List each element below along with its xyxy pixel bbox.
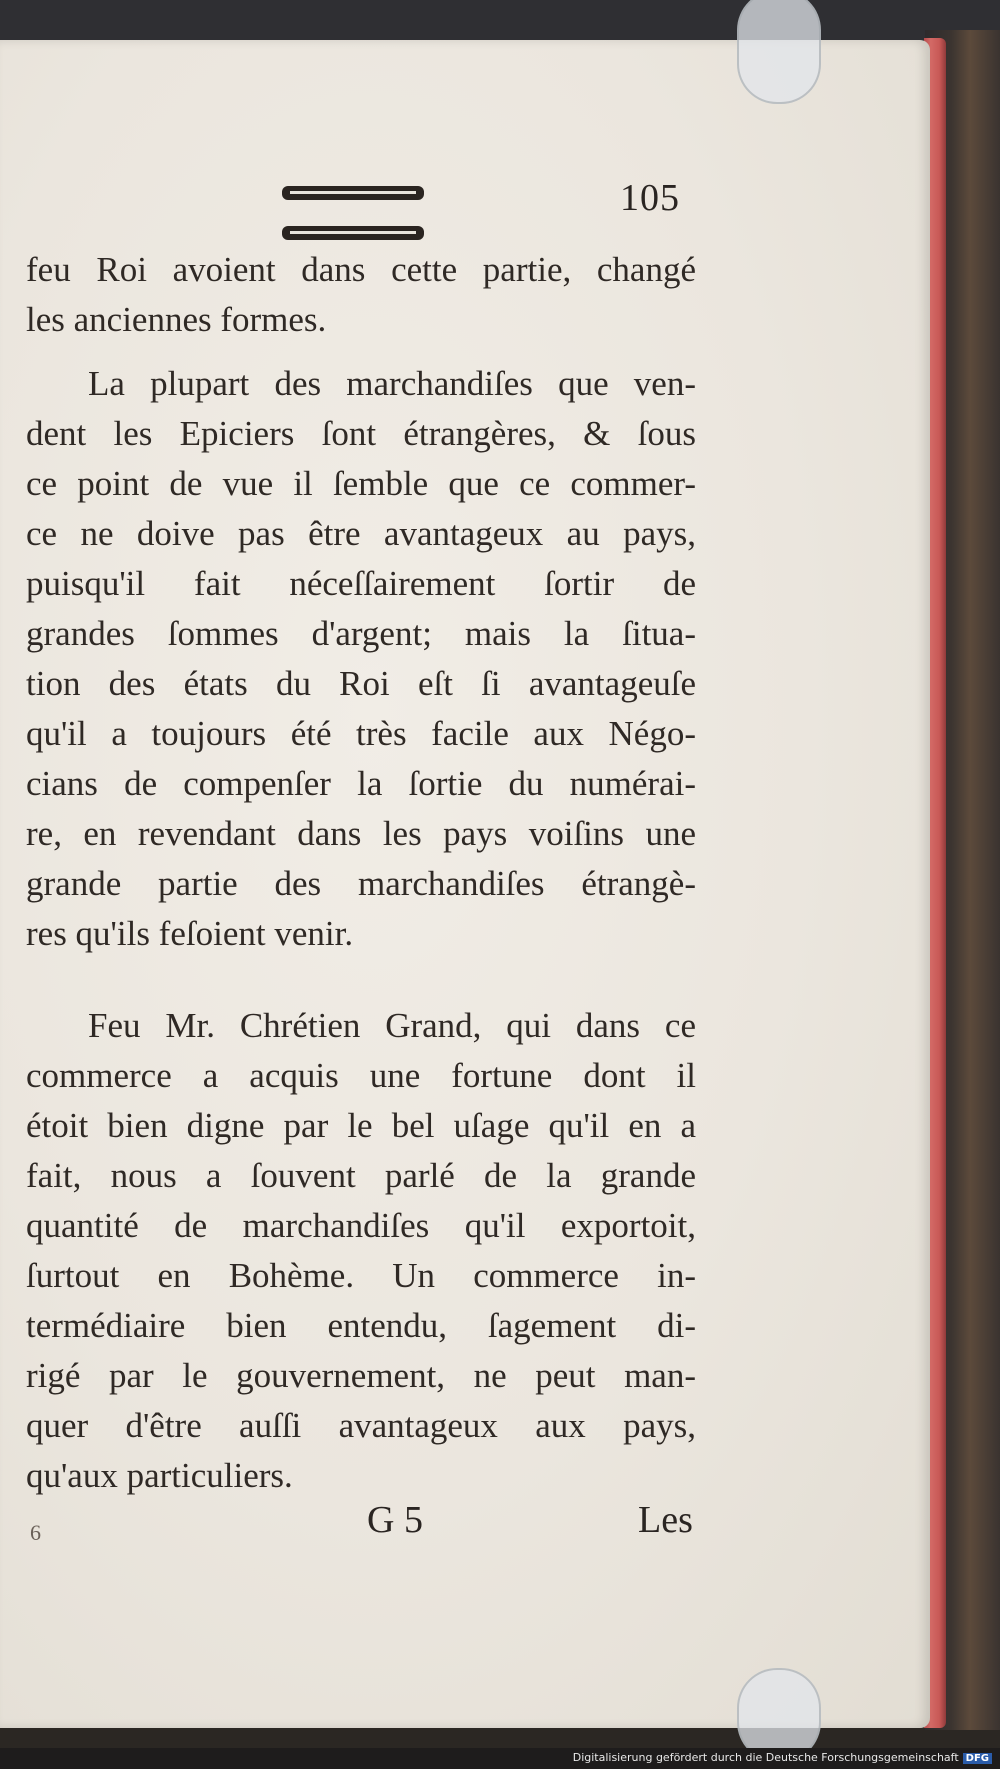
text-line: termédiaire bien entendu, ſagement di- [26,1306,696,1345]
text-line: étoit bien digne par le bel uſage qu'il en a [26,1106,696,1145]
text-line: tion des états du Roi eſt ſi avantageuſe [26,664,696,703]
paragraph [26,359,696,959]
glass-clip-top [737,0,821,104]
body-text [26,245,696,1501]
header-rule [282,186,424,200]
text-line: res qu'ils feſoient venir. [26,914,354,953]
text-line: les anciennes formes. [26,300,327,339]
page-number: 105 [620,177,680,219]
header-rule-ornament [282,226,424,240]
text-line: grandes ſommes d'argent; mais la ſitua- [26,614,696,653]
text-line: Feu Mr. Chrétien Grand, qui dans ce [88,1006,696,1045]
digitization-credit [573,1751,992,1764]
text-line: re, en revendant dans les pays voiſins une [26,814,696,853]
text-line: ſurtout en Bohème. Un commerce in- [26,1256,696,1295]
text-line: quantité de marchandiſes qu'il exportoit, [26,1206,696,1245]
text-line: grande partie des marchandiſes étrangè- [26,864,696,903]
signature-mark: G 5 [367,1499,423,1541]
text-line: puisqu'il fait néceſſairement ſortir de [26,564,696,603]
text-line: qu'il a toujours été très facile aux Négo- [26,714,696,753]
text-line: La plupart des marchandiſes que ven- [88,364,696,403]
catchword: Les [638,1499,693,1541]
text-line: commerce a acquis une fortune dont il [26,1056,696,1095]
text-line: dent les Epiciers ſont étrangères, & ſous [26,414,696,453]
dfg-logo-badge: DFG [963,1753,992,1764]
text-line: cians de compenſer la ſortie du numérai- [26,764,696,803]
text-line: feu Roi avoient dans cette partie, changé [26,250,696,289]
text-line: rigé par le gouvernement, ne peut man- [26,1356,696,1395]
paragraph [26,1001,696,1501]
text-line: ce point de vue il ſemble que ce commer- [26,464,696,503]
text-line: qu'aux particuliers. [26,1456,293,1495]
text-line: ce ne doive pas être avantageux au pays, [26,514,696,553]
text-line: quer d'être auſſi avantageux aux pays, [26,1406,696,1445]
text-line: fait, nous a ſouvent parlé de la grande [26,1156,696,1195]
paragraph [26,245,696,345]
margin-mark: 6 [30,1520,41,1545]
credit-text: Digitalisierung gefördert durch die Deutsche Forschungsgemeinschaft [572,1751,959,1764]
